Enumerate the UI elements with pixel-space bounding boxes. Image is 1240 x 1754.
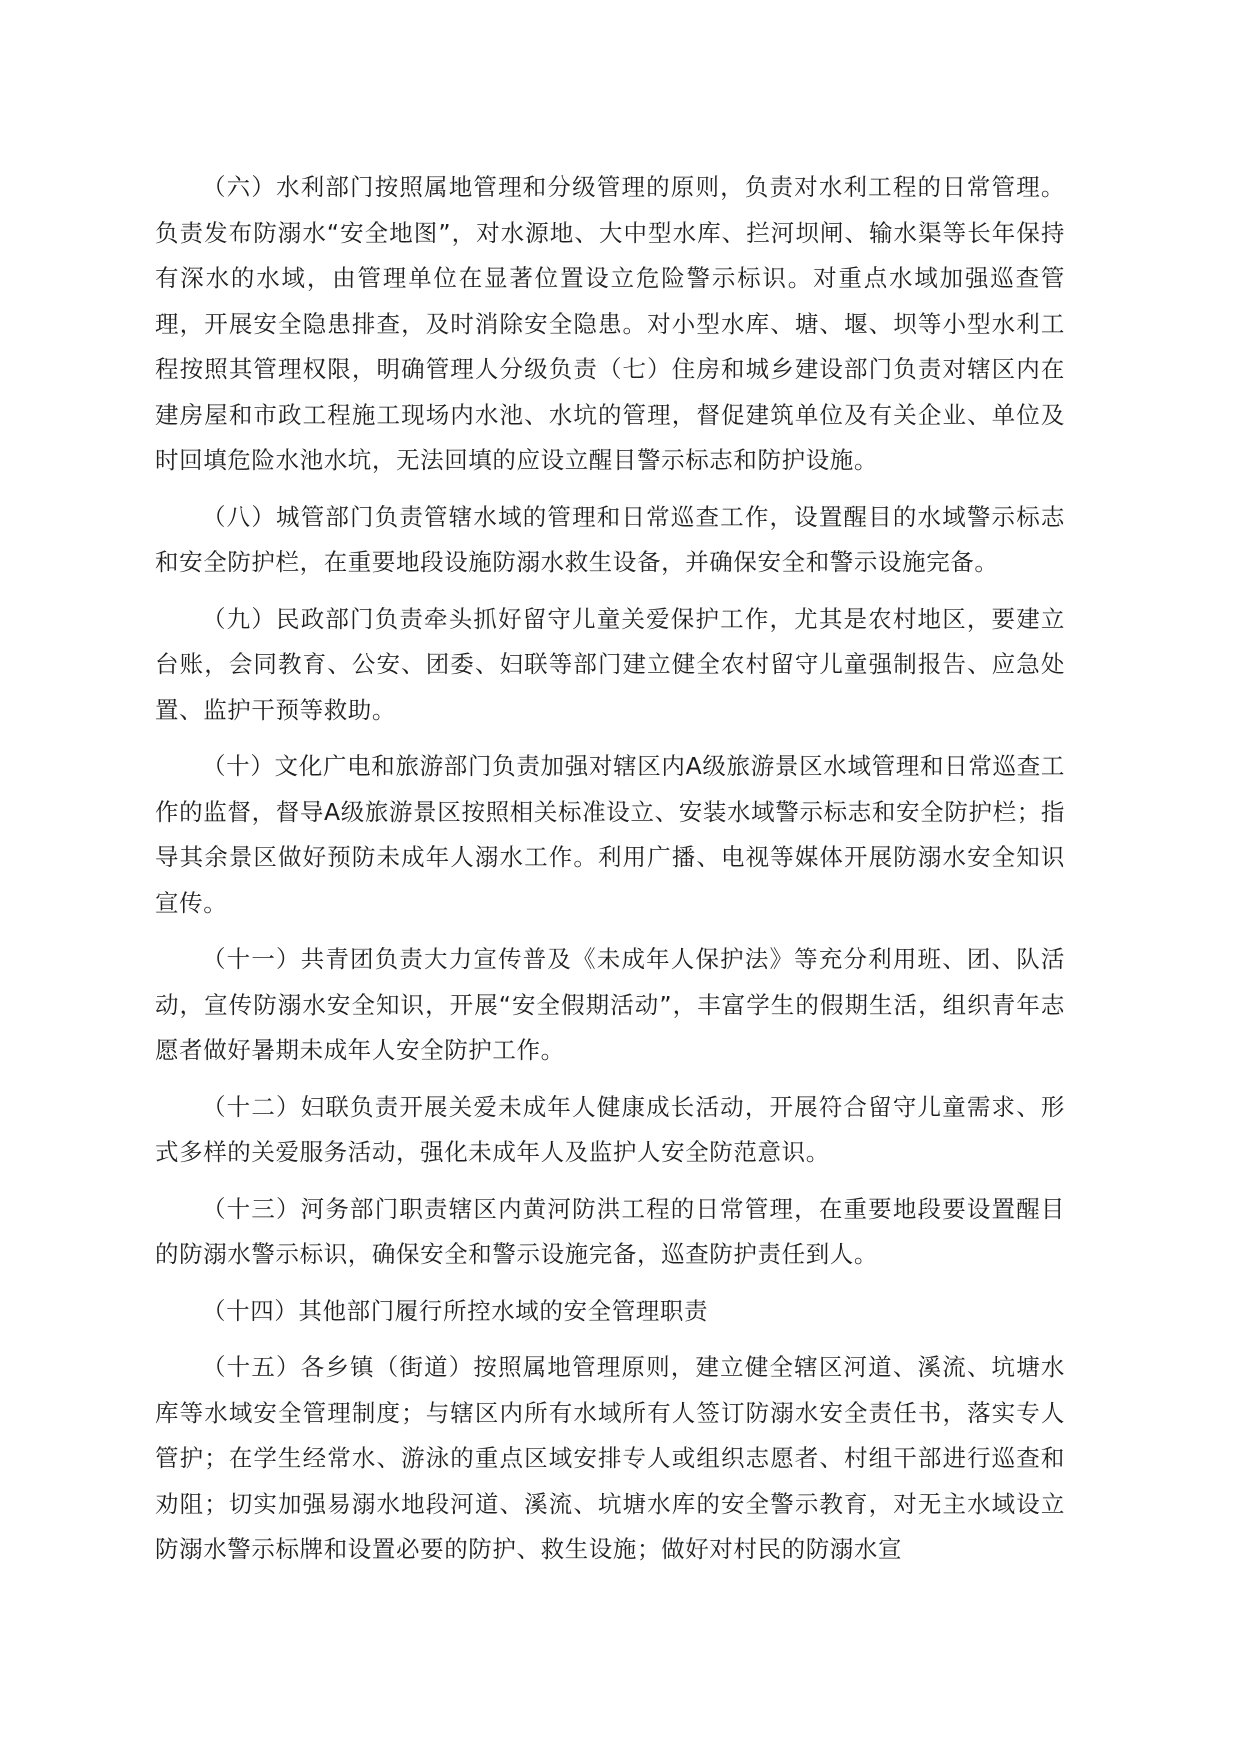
document-body [155, 165, 1065, 1584]
paragraph-10: （十）文化广电和旅游部门负责加强对辖区内A级旅游景区水域管理和日常巡查工作的监督，督导A级旅游景区按照相关标准设立、安装水域警示标志和安全防护栏；指导其余景区做好预防未成年人溺水工作。利用广播、电视等媒体开展防溺水安全知识宣传。 [155, 752, 1065, 917]
paragraph-13: （十三）河务部门职责辖区内黄河防洪工程的日常管理，在重要地段要设置醒目的防溺水警示标识，确保安全和警示设施完备，巡查防护责任到人。 [155, 1194, 1065, 1268]
paragraph-12: （十二）妇联负责开展关爱未成年人健康成长活动，开展符合留守儿童需求、形式多样的关爱服务活动，强化未成年人及监护人安全防范意识。 [155, 1092, 1065, 1166]
paragraph-8: （八）城管部门负责管辖水域的管理和日常巡查工作，设置醒目的水域警示标志和安全防护栏，在重要地段设施防溺水救生设备，并确保安全和警示设施完备。 [155, 502, 1065, 576]
paragraph-9: （九）民政部门负责牵头抓好留守儿童关爱保护工作，尤其是农村地区，要建立台账，会同教育、公安、团委、妇联等部门建立健全农村留守儿童强制报告、应急处置、监护干预等救助。 [155, 604, 1065, 724]
paragraph-6-7: （六）水利部门按照属地管理和分级管理的原则，负责对水利工程的日常管理。负责发布防溺水“安全地图”，对水源地、大中型水库、拦河坝闸、输水渠等长年保持有深水的水域，由管理单位在显著位置设立危险警示标识。对重点水域加强巡查管理，开展安全隐患排查，及时消除安全隐患。对小型水库、塘、堰、坝等小型水利工程按照其管理权限，明确管理人分级负责（七）住房和城乡建设部门负责对辖区内在建房屋和市政工程施工现场内水池、水坑的管理，督促建筑单位及有关企业、单位及时回填危险水池水坑，无法回填的应设立醒目警示标志和防护设施。 [155, 173, 1065, 474]
paragraph-11: （十一）共青团负责大力宣传普及《未成年人保护法》等充分利用班、团、队活动，宣传防溺水安全知识，开展“安全假期活动”，丰富学生的假期生活，组织青年志愿者做好暑期未成年人安全防护工作。 [155, 945, 1065, 1064]
paragraph-14: （十四）其他部门履行所控水域的安全管理职责 [202, 1296, 709, 1325]
paragraph-15: （十五）各乡镇（街道）按照属地管理原则，建立健全辖区河道、溪流、坑塘水库等水域安全管理制度；与辖区内所有水域所有人签订防溺水安全责任书，落实专人管护；在学生经常水、游泳的重点区域安排专人或组织志愿者、村组干部进行巡查和劝阻；切实加强易溺水地段河道、溪流、坑塘水库的安全警示教育，对无主水域设立防溺水警示标牌和设置必要的防护、救生设施；做好对村民的防溺水宣 [155, 1353, 1065, 1563]
